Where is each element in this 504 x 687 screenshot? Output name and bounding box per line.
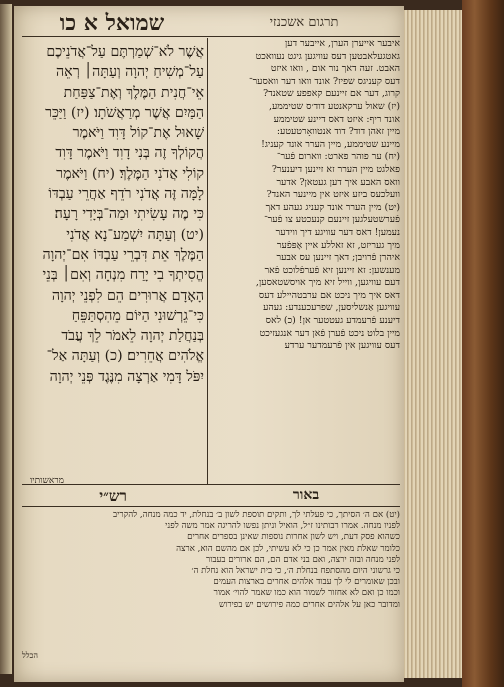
translation-line: פאלגט מיין הערר זא זיינען דיענער?	[271, 163, 400, 175]
translation-line: מענשען: זא זיינען זיא פֿערפֿלוכט פֿאר	[264, 264, 400, 276]
main-text-line: כִּי מֶה עָשִׂיתִי וּמַה־בְּיָדִי רָעָה׃	[54, 206, 204, 223]
catchword: מראשותיו	[30, 476, 64, 486]
translation-line: גאטגעלאבטען דעס עוויגען גיגט נעוואכט	[255, 50, 400, 62]
main-text-line: הָאָדָם אֲרוּרִים הֵם לִפְנֵי יְהוָה	[51, 287, 204, 304]
translation-line: דאס איך מיך ניכט אם ערבטהיילע דעס	[258, 289, 400, 301]
translation-line: (יט) מיין הערר אונד קעניג געהע דאך	[265, 201, 400, 213]
translation-line: האבט. זעה דאך נור אום , וואו איזט	[270, 63, 400, 75]
translation-header: תרגום אשכנזי	[269, 15, 339, 30]
translation-line: דעס עוויגען אין פֿרעמדער ערדע	[284, 340, 400, 352]
translation-line: נעמען! דאס דער עוויגע דיך ווידער	[275, 226, 400, 238]
translation-line: וואס האבע איך דען געטאן? אדער	[276, 176, 400, 188]
translation-line: עוויגען אַנשליסען, שפרעכענדע: געהע	[263, 302, 400, 314]
facing-page-edge	[0, 4, 12, 674]
translation-line: איהרן פֿרויבן; דאך זיינען עס אבער	[276, 252, 400, 264]
main-text-line: קוֹלִי אֲדֹנִי הַמֶּלֶךְ׃ (יח) וַיֹּאמֶר	[56, 165, 204, 182]
commentary-line: וכמו כן ואם לא אחזור לשמור הוא כמו שאמר להוי׳ אמור	[213, 588, 400, 599]
commentary-line: לפניו מנחה. אמרו רבותינו ז״ל, הואיל וניתן נפשו להריגה אמר משה לפני	[165, 521, 400, 532]
bottom-catchword: הכלל	[22, 651, 38, 660]
main-text-line: יִפֹּל דָּמִי אַרְצָה מִנֶּגֶד פְּנֵי יְהוָה	[49, 368, 204, 385]
main-text-line: עַל־מְשִׁיחַ יְהוָה וְעַתָּה׀ רְאֵה	[56, 64, 204, 81]
main-text-line: הֲקוֹלְךָ זֶה בְּנִי דָוִד וַיֹּאמֶר דָּוִד	[55, 145, 204, 162]
translation-line: איבער אייערן הערן, אייבער דען	[284, 38, 400, 49]
translation-line: מיין בלוט ניכט פֿערן פֿאן דער אנגעזיכט	[259, 327, 400, 339]
commentary-line: כלומר שאלת מאין אמר כן כי לא עשיתי, לכן אם מהשם הוא, ארצה	[176, 543, 400, 554]
main-text-line: שָׁאוּל אֶת־קוֹל דָּוִד וַיֹּאמֶר	[72, 125, 204, 142]
translation-line: דיענע פֿרעמדע געטטער אן! (כ) לאס	[265, 315, 400, 327]
translation-column	[212, 38, 400, 353]
main-text-line: הַמֶּלֶךְ אֵת דִּבְרֵי עַבְדּוֹ אִם־יְהוָה	[42, 246, 204, 263]
commentary-line: כי גרשוני היום מהסתפח בנחלת ה׳, כי בית ישראל הוא נחלת ה׳	[191, 566, 400, 577]
translation-line: פֿערשטעלגען זיינעם קנעכטע צו פֿער־	[264, 214, 400, 226]
translation-line: מיך געריזט, זא זאללע איין אָפּפֿער	[276, 239, 400, 251]
translation-line: מיין זאהן דוד? דוד אנטוואָרטעטע:	[276, 126, 400, 138]
main-text-column	[22, 42, 204, 387]
book-binding	[462, 0, 504, 687]
translation-line: קרוג, דער אם זיינעם קאפפע שטאנד?	[263, 88, 400, 100]
commentary-block	[22, 510, 400, 611]
commentary-line: ומדובר כאן על אלהים אחרים כמה פירושים יש בפירוש	[219, 599, 400, 610]
translation-line: (יח) ער פוהר פארט: ווארום פֿער־	[276, 151, 400, 163]
main-text-line: אֲשֶׁר לֹא־שְׁמַרְתֶּם עַל־אֲדֹנֵיכֶם	[46, 44, 204, 60]
commentary-line: ובכן שאומרים לי לך עבוד אלהים אחרים בארצות העמים	[213, 577, 400, 588]
header-rule	[22, 36, 400, 37]
main-text-line: (יט) וְעַתָּה יִשְׁמַע־נָא אֲדֹנִי	[66, 226, 204, 243]
translation-line: (יז) שאול ערקאנטע דוד׳ס שטיממע,	[269, 100, 400, 112]
translation-line: מיינע שטיממע, מיין הערר אונד קעניג!	[261, 138, 400, 150]
page-block-edges	[404, 10, 462, 678]
commentary-line: (יט) אם ה׳ הסיתך, כי פעלתי לך, ותקים תוספת לשון ב׳ בנחלת, יד כמה מנחה, להקריב	[113, 510, 400, 520]
rashi-heading: רש״י	[99, 487, 127, 505]
commentary-rule	[22, 506, 400, 507]
book-chapter-header: שמואל א כו	[59, 10, 165, 36]
main-text-line: אֱלֹהִים אֲחֵרִים׃ (כ) וְעַתָּה אַל־	[46, 348, 204, 365]
main-text-line: הֱסִיתְךָ בִי יָרַח מִנְחָה וְאִם׀ בְּנֵי	[42, 267, 204, 284]
main-text-line: לָמָּה זֶּה אֲדֹנִי רֹדֵף אַחֲרֵי עַבְדּוֹ	[48, 186, 204, 203]
biur-heading: באור	[292, 487, 320, 503]
column-divider	[207, 38, 208, 484]
translation-line: אונד ריף: איזט דאס דיינע שטיממע	[273, 113, 400, 125]
main-text-line: כִּי־גֵרְשׁוּנִי הַיּוֹם מֵהִסְתַּפֵּחַ	[71, 307, 204, 324]
commentary-line: כשהוא פסק דעת, ויש לשון אחרות נוספות שאינן בספרים אחרים	[187, 532, 400, 543]
translation-line: דעם עוויגען, ווייל זיא מיך אויסשטאסען,	[255, 277, 400, 289]
commentary-line: לפני מנחה ובזה ירצה, ואם בני אדם הם, הם ארורים בעבור	[205, 554, 400, 565]
main-text-line: בְּנַחֲלַת יְהוָה לֵאמֹר לֵךְ עֲבֹד	[61, 328, 204, 345]
main-text-line: אֵי־חֲנִית הַמֶּלֶךְ וְאֶת־צַפַּחַת	[63, 84, 204, 101]
main-text-line: הַמַּיִם אֲשֶׁר מְרַאֲשֹׁתָו׃ (יז) וַיַּכֵּר	[45, 104, 204, 121]
translation-line: דעס קעניגס שפיז? אונד וואו דער וואסער־	[248, 75, 400, 87]
translation-line: וועלכעס ביזע איזט אין מיינער האנד?	[266, 189, 400, 201]
